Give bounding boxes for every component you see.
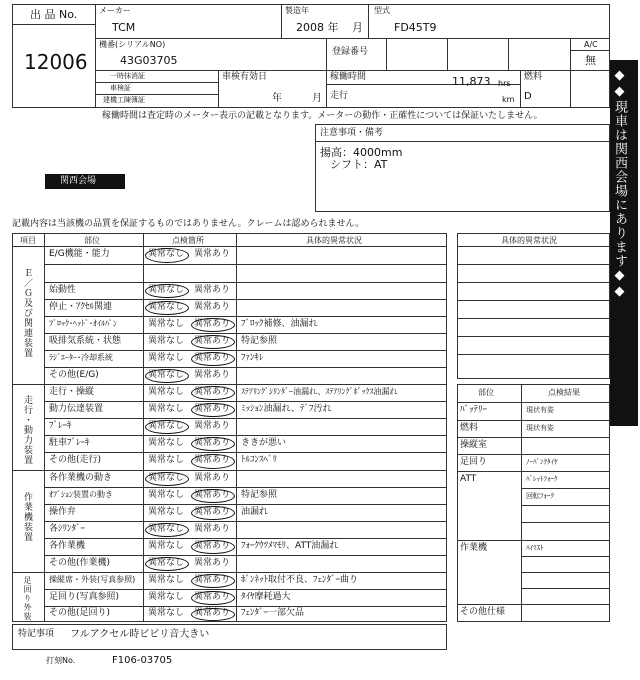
opt-abnormal: 異常あり bbox=[194, 574, 231, 585]
inspect-year: 年 bbox=[272, 93, 282, 104]
opt-abnormal: 異常あり bbox=[194, 540, 231, 551]
row-part: ｵﾌﾟｼｮﾝ装置の動き bbox=[49, 489, 113, 499]
th-check: 点検箇所 bbox=[172, 236, 204, 245]
right-row-part: 操縦室 bbox=[460, 440, 488, 450]
group-work: 作業機装置 bbox=[22, 492, 32, 542]
opt-normal: 異常なし bbox=[148, 523, 185, 534]
inspect-month: 月 bbox=[312, 93, 322, 104]
row-part: 吸排気系統・状態 bbox=[49, 335, 122, 346]
small-label-1: 一時抹消証 bbox=[110, 72, 145, 80]
opt-abnormal: 異常あり bbox=[194, 352, 231, 363]
notes-label: 注意事項・備考 bbox=[320, 128, 384, 138]
opt-normal: 異常なし bbox=[148, 352, 185, 363]
opt-normal: 異常なし bbox=[148, 591, 185, 602]
check-circle bbox=[191, 386, 235, 400]
opt-abnormal: 異常あり bbox=[194, 249, 231, 259]
row-detail: 特記参照 bbox=[241, 335, 278, 346]
right-row-part: 作業機 bbox=[460, 543, 488, 553]
row-part: その他(E/G) bbox=[49, 369, 99, 380]
opt-abnormal: 異常あり bbox=[194, 335, 231, 346]
right-h-part: 部位 bbox=[478, 388, 494, 397]
stamp-label: 打刻No. bbox=[46, 656, 76, 665]
check-circle bbox=[191, 318, 235, 332]
row-part: 各作業機 bbox=[49, 540, 86, 551]
small-label-3: 建機工陳簿証 bbox=[103, 96, 145, 104]
row-part: 始動性 bbox=[49, 284, 77, 295]
fuel-label: 燃料 bbox=[524, 72, 543, 82]
check-circle bbox=[145, 369, 189, 383]
small-label-2: 車検証 bbox=[110, 84, 131, 92]
check-circle bbox=[191, 352, 235, 366]
opt-abnormal: 異常あり bbox=[194, 403, 231, 414]
right-row-result: 現状有姿 bbox=[526, 424, 554, 432]
row-detail: ﾌｫｰｸｳﾂﾒﾏﾓﾘ、ATT油漏れ bbox=[241, 540, 339, 551]
model-value: FD45T9 bbox=[394, 21, 437, 34]
row-detail: ﾌｪﾝﾀﾞｰ一部欠品 bbox=[241, 608, 305, 618]
check-circle bbox=[145, 472, 189, 486]
hours-disclaimer: 稼働時間は査定時のメーター表示の記載となります。メーターの動作・正確性については保証いたしません。 bbox=[102, 111, 543, 121]
row-part: E/G機能・能力 bbox=[49, 249, 110, 259]
check-circle bbox=[191, 540, 235, 554]
row-part: その他(作業機) bbox=[49, 557, 111, 568]
row-part: 各作業機の動き bbox=[49, 472, 113, 483]
opt-abnormal: 異常あり bbox=[194, 386, 231, 397]
serial-value: 43G03705 bbox=[120, 54, 178, 67]
side-banner-text: ◆◆現車は関西会場にあります◆◆ bbox=[612, 68, 627, 300]
right-row-result: 現状有姿 bbox=[526, 406, 554, 414]
check-circle bbox=[191, 454, 235, 469]
check-circle bbox=[191, 608, 235, 621]
notes-line-2: シフト：AT bbox=[330, 158, 388, 171]
opt-normal: 異常なし bbox=[148, 284, 185, 295]
check-circle bbox=[191, 403, 235, 417]
row-part: ﾗｼﾞｴｰﾀｰ･冷却系統 bbox=[49, 352, 113, 362]
opt-normal: 異常なし bbox=[148, 506, 185, 517]
right-row-result: ﾊｲﾏｽﾄ bbox=[526, 544, 544, 552]
row-detail: ききが悪い bbox=[241, 437, 287, 448]
row-part: ﾌﾞﾛｯｸ･ﾍｯﾄﾞ･ｵｲﾙﾊﾟﾝ bbox=[49, 318, 117, 328]
opt-normal: 異常なし bbox=[148, 608, 185, 618]
lot-number: 12006 bbox=[24, 50, 88, 74]
opt-abnormal: 異常あり bbox=[194, 369, 231, 380]
opt-normal: 異常なし bbox=[148, 301, 185, 312]
hours-unit: hrs bbox=[498, 79, 511, 88]
opt-abnormal: 異常あり bbox=[194, 506, 231, 517]
right-row-result: 回転ﾌｫｰｸ bbox=[526, 492, 554, 500]
right-row-part: その他仕様 bbox=[460, 607, 506, 617]
year-label: 製造年 bbox=[285, 6, 309, 15]
row-detail: ﾎﾞﾝﾈｯﾄ取付不良、ﾌｪﾝﾀﾞｰ曲り bbox=[241, 574, 359, 585]
right-row-part: 燃料 bbox=[460, 423, 479, 433]
venue-badge-label: 関西会場 bbox=[60, 176, 97, 186]
km-label: 走行 bbox=[330, 91, 349, 101]
hours-value: 11,873 bbox=[452, 75, 491, 88]
row-part: その他(走行) bbox=[49, 455, 102, 465]
opt-normal: 異常なし bbox=[148, 489, 185, 500]
group-engine: Ｅ／Ｇ及び関連装置 bbox=[22, 268, 32, 358]
opt-abnormal: 異常あり bbox=[194, 557, 231, 568]
th-part: 部位 bbox=[84, 236, 100, 245]
quality-disclaimer: 記載内容は当該機の品質を保証するものではありません。クレームは認められません。 bbox=[12, 219, 365, 229]
row-part: 走行・操縦 bbox=[49, 386, 95, 397]
row-detail: ﾌｧﾝｷﾚ bbox=[241, 352, 264, 363]
opt-normal: 異常なし bbox=[148, 455, 185, 465]
special-label: 特記事項 bbox=[18, 629, 55, 639]
check-circle bbox=[145, 420, 189, 434]
opt-abnormal: 異常あり bbox=[194, 318, 231, 329]
row-part: 各ｼﾘﾝﾀﾞｰ bbox=[49, 523, 86, 534]
opt-abnormal: 異常あり bbox=[194, 489, 231, 500]
check-circle bbox=[191, 574, 235, 588]
row-part: ﾌﾞﾚｰｷ bbox=[49, 420, 72, 431]
km-unit: km bbox=[502, 95, 515, 104]
row-detail: ｽﾃｱﾘﾝｸﾞｼﾘﾝﾀﾞｰ油漏れ、ｽﾃｱﾘﾝｸﾞﾎﾞｯｸｽ油漏れ bbox=[241, 386, 398, 396]
model-label: 型式 bbox=[374, 6, 390, 15]
opt-normal: 異常なし bbox=[148, 403, 185, 414]
serial-label: 機番(シリアルNO) bbox=[99, 40, 166, 49]
month-value: 月 bbox=[352, 21, 363, 34]
opt-normal: 異常なし bbox=[148, 369, 185, 380]
hours-label: 稼働時間 bbox=[330, 72, 367, 82]
row-part: 操縦席・外装(写真参照) bbox=[49, 574, 136, 584]
opt-normal: 異常なし bbox=[148, 318, 185, 329]
row-part: 停止・ｱｸｾﾙ関連 bbox=[49, 301, 113, 312]
check-circle bbox=[191, 591, 235, 605]
opt-abnormal: 異常あり bbox=[194, 455, 231, 465]
opt-normal: 異常なし bbox=[148, 420, 185, 431]
opt-normal: 異常なし bbox=[148, 540, 185, 551]
opt-normal: 異常なし bbox=[148, 472, 185, 483]
row-part: 足回り(写真参照) bbox=[49, 591, 120, 602]
row-detail: 油漏れ bbox=[241, 506, 269, 517]
check-circle bbox=[191, 437, 235, 451]
notes-line-1: 揚高：4000mm bbox=[320, 146, 403, 159]
row-part: 操作弁 bbox=[49, 506, 77, 517]
opt-abnormal: 異常あり bbox=[194, 301, 231, 312]
row-part: 動力伝達装置 bbox=[49, 403, 104, 414]
opt-abnormal: 異常あり bbox=[194, 608, 231, 618]
right-row-part: 足回り bbox=[460, 457, 488, 467]
inspect-label: 車検有効日 bbox=[222, 72, 268, 82]
group-foot: 足回り外装 bbox=[23, 576, 32, 621]
opt-abnormal: 異常あり bbox=[194, 437, 231, 448]
opt-abnormal: 異常あり bbox=[194, 284, 231, 295]
right-detail-header: 具体的異常状況 bbox=[501, 236, 557, 245]
check-circle bbox=[145, 284, 189, 298]
row-part: その他(足回り) bbox=[49, 608, 111, 618]
check-circle bbox=[145, 557, 189, 571]
right-detail-box bbox=[457, 233, 610, 379]
row-part: 駐車ﾌﾞﾚｰｷ bbox=[49, 437, 90, 448]
row-detail: ﾀｲﾔ摩耗過大 bbox=[241, 591, 291, 602]
row-detail: ﾄﾙｺﾝｽﾍﾞﾘ bbox=[241, 455, 278, 465]
fuel-value: D bbox=[524, 91, 532, 102]
opt-abnormal: 異常あり bbox=[194, 591, 231, 602]
opt-abnormal: 異常あり bbox=[194, 472, 231, 483]
right-h-result: 点検結果 bbox=[548, 388, 580, 397]
right-row-result: ﾉｰﾊﾟﾝｸﾀｲﾔ bbox=[526, 458, 558, 466]
right-row-part: ﾊﾞｯﾃﾘｰ bbox=[460, 405, 488, 415]
row-detail: ﾐｯｼｮﾝ油漏れ、ﾃﾞﾌ汚れ bbox=[241, 403, 332, 414]
lot-label: 出 品 No. bbox=[30, 8, 78, 21]
opt-normal: 異常なし bbox=[148, 557, 185, 568]
ac-value: 無 bbox=[585, 54, 596, 67]
right-row-result: ﾊﾞﾚｯﾄﾌｫｰｸ bbox=[526, 475, 558, 483]
row-detail: 特記参照 bbox=[241, 489, 278, 500]
opt-normal: 異常なし bbox=[148, 437, 185, 448]
opt-normal: 異常なし bbox=[148, 335, 185, 346]
special-value: フルアクセル時ビビリ音大きい bbox=[70, 629, 210, 640]
opt-normal: 異常なし bbox=[148, 386, 185, 397]
th-item: 項目 bbox=[20, 236, 36, 245]
right-row-part: ATT bbox=[460, 474, 477, 484]
opt-abnormal: 異常あり bbox=[194, 523, 231, 534]
check-circle bbox=[145, 523, 189, 537]
check-circle bbox=[191, 335, 235, 349]
maker-value: TCM bbox=[112, 21, 136, 34]
opt-abnormal: 異常あり bbox=[194, 420, 231, 431]
check-circle bbox=[191, 506, 235, 520]
ac-label: A/C bbox=[584, 40, 598, 49]
check-circle bbox=[191, 489, 235, 503]
reg-label: 登録番号 bbox=[332, 47, 369, 57]
stamp-value: F106-03705 bbox=[112, 655, 173, 666]
check-circle bbox=[145, 301, 189, 315]
opt-normal: 異常なし bbox=[148, 574, 185, 585]
opt-normal: 異常なし bbox=[148, 249, 185, 259]
th-detail: 具体的異常状況 bbox=[306, 236, 362, 245]
check-circle bbox=[145, 248, 189, 263]
maker-label: メーカー bbox=[99, 6, 131, 15]
group-drive: 走行・動力装置 bbox=[22, 395, 32, 465]
year-value: 2008 年 bbox=[296, 21, 339, 34]
row-detail: ﾌﾞﾛｯｸ補修、油漏れ bbox=[241, 318, 318, 329]
